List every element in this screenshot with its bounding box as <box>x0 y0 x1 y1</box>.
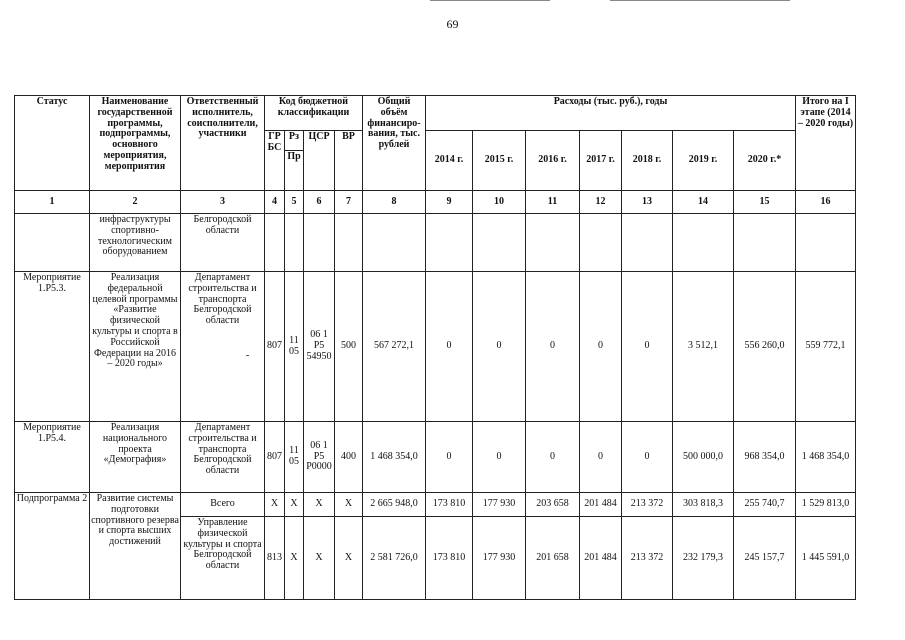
vr-cell: Х <box>335 517 363 600</box>
executor-cell: Управление физической культуры и спорта Белгородской области <box>181 517 265 600</box>
header-year-2019: 2019 г. <box>673 131 734 191</box>
grbs-cell: Х <box>265 493 285 517</box>
header-budget-code: Код бюджетной классификации <box>265 96 363 131</box>
table-row <box>15 214 856 272</box>
executor-cell: Департамент строительства и транспорта Белгородской области <box>181 422 265 493</box>
col-number: 16 <box>796 191 856 214</box>
vr-cell: 500 <box>335 272 363 422</box>
header-expenses: Расходы (тыс. руб.), годы <box>426 96 796 131</box>
executor-cell: Белгородской области <box>181 214 265 272</box>
year-cell: 0 <box>426 422 473 493</box>
table-row <box>15 272 856 422</box>
year-cell: 173 810 <box>426 493 473 517</box>
header-status: Статус <box>15 96 90 191</box>
header-year-2016: 2016 г. <box>526 131 580 191</box>
stage-total-cell: 559 772,1 <box>796 272 856 422</box>
header-grbs: ГР БС <box>265 131 285 191</box>
header-name: Наименование государственной программы, подпрограммы, основного мероприятия, мероприятия <box>90 96 181 191</box>
top-edge-line-right <box>610 0 790 1</box>
col-number: 15 <box>734 191 796 214</box>
executor-cell <box>181 272 265 422</box>
csr-cell: 06 1 Р5 Р0000 <box>304 422 335 493</box>
year-cell: 201 658 <box>526 517 580 600</box>
year-cell: 232 179,3 <box>673 517 734 600</box>
col-number: 4 <box>265 191 285 214</box>
total-cell: 2 581 726,0 <box>363 517 426 600</box>
stage-total-cell: 1 445 591,0 <box>796 517 856 600</box>
year-cell: 0 <box>473 272 526 422</box>
year-cell: 0 <box>526 422 580 493</box>
year-cell: 213 372 <box>622 517 673 600</box>
grbs-cell: 813 <box>265 517 285 600</box>
csr-cell: Х <box>304 517 335 600</box>
vr-cell: Х <box>335 493 363 517</box>
page-number: 69 <box>446 17 459 31</box>
csr-cell: 06 1 Р5 54950 <box>304 272 335 422</box>
year-cell: 0 <box>473 422 526 493</box>
col-number: 14 <box>673 191 734 214</box>
year-cell: 303 818,3 <box>673 493 734 517</box>
col-number: 5 <box>285 191 304 214</box>
header-csr: ЦСР <box>304 131 335 191</box>
grbs-cell: 807 <box>265 422 285 493</box>
col-number: 3 <box>181 191 265 214</box>
total-cell: 1 468 354,0 <box>363 422 426 493</box>
col-number: 2 <box>90 191 181 214</box>
rzpr-cell: 11 05 <box>285 422 304 493</box>
rzpr-cell: Х <box>285 493 304 517</box>
header-year-2015: 2015 г. <box>473 131 526 191</box>
name-cell: Реализация национального проекта «Демография» <box>90 422 181 493</box>
header-executor: Ответственный исполнитель, соисполнители, участники <box>181 96 265 191</box>
stage-total-cell: 1 468 354,0 <box>796 422 856 493</box>
header-vr: ВР <box>335 131 363 191</box>
stage-total-cell: 1 529 813,0 <box>796 493 856 517</box>
col-number: 9 <box>426 191 473 214</box>
vr-cell: 400 <box>335 422 363 493</box>
csr-cell: Х <box>304 493 335 517</box>
column-numbers-row <box>15 191 856 214</box>
header-year-2018: 2018 г. <box>622 131 673 191</box>
year-cell: 0 <box>526 272 580 422</box>
dash-mark: - <box>245 349 250 361</box>
year-cell: 173 810 <box>426 517 473 600</box>
col-number: 11 <box>526 191 580 214</box>
year-cell: 0 <box>426 272 473 422</box>
budget-table <box>14 95 856 600</box>
col-number: 8 <box>363 191 426 214</box>
col-number: 13 <box>622 191 673 214</box>
executor-text: Департамент строительства и транспорта Белгородской области <box>188 272 257 327</box>
name-cell: Развитие системы подготовки спортивного резерва и спорта высших достижений <box>90 493 181 600</box>
header-total-volume: Общий объём финансиро-вания, тыс. рублей <box>363 96 426 191</box>
table-row <box>15 422 856 493</box>
year-cell: 177 930 <box>473 517 526 600</box>
status-cell: Подпрограмма 2 <box>15 493 90 600</box>
header-stage-total: Итого на I этапе (2014 – 2020 годы) <box>796 96 856 191</box>
col-number: 10 <box>473 191 526 214</box>
year-cell: 203 658 <box>526 493 580 517</box>
total-cell: 567 272,1 <box>363 272 426 422</box>
grbs-cell: 807 <box>265 272 285 422</box>
status-cell: Мероприятие 1.Р5.4. <box>15 422 90 493</box>
year-cell: 0 <box>580 272 622 422</box>
year-cell: 201 484 <box>580 493 622 517</box>
col-number: 6 <box>304 191 335 214</box>
year-cell: 245 157,7 <box>734 517 796 600</box>
status-cell: Мероприятие 1.Р5.3. <box>15 272 90 422</box>
rzpr-cell: Х <box>285 517 304 600</box>
header-pr: Пр <box>285 151 304 191</box>
top-edge-line-left <box>430 0 550 1</box>
header-rz: Рз <box>285 131 304 151</box>
year-cell: 0 <box>622 422 673 493</box>
year-cell: 968 354,0 <box>734 422 796 493</box>
executor-cell: Всего <box>181 493 265 517</box>
header-row-1 <box>15 96 856 131</box>
header-year-2020: 2020 г.* <box>734 131 796 191</box>
total-cell: 2 665 948,0 <box>363 493 426 517</box>
year-cell: 3 512,1 <box>673 272 734 422</box>
year-cell: 213 372 <box>622 493 673 517</box>
col-number: 12 <box>580 191 622 214</box>
name-cell: инфраструктуры спортивно-технологическим оборудованием <box>90 214 181 272</box>
name-cell: Реализация федеральной целевой программы «Развитие физической культуры и спорта в Российской Федерации на 2016 – 2020 годы» <box>90 272 181 422</box>
col-number: 1 <box>15 191 90 214</box>
year-cell: 0 <box>580 422 622 493</box>
header-year-2014: 2014 г. <box>426 131 473 191</box>
rzpr-cell: 11 05 <box>285 272 304 422</box>
year-cell: 201 484 <box>580 517 622 600</box>
header-year-2017: 2017 г. <box>580 131 622 191</box>
table-row <box>15 493 856 517</box>
year-cell: 556 260,0 <box>734 272 796 422</box>
year-cell: 177 930 <box>473 493 526 517</box>
status-cell <box>15 214 90 272</box>
year-cell: 500 000,0 <box>673 422 734 493</box>
year-cell: 255 740,7 <box>734 493 796 517</box>
year-cell: 0 <box>622 272 673 422</box>
col-number: 7 <box>335 191 363 214</box>
